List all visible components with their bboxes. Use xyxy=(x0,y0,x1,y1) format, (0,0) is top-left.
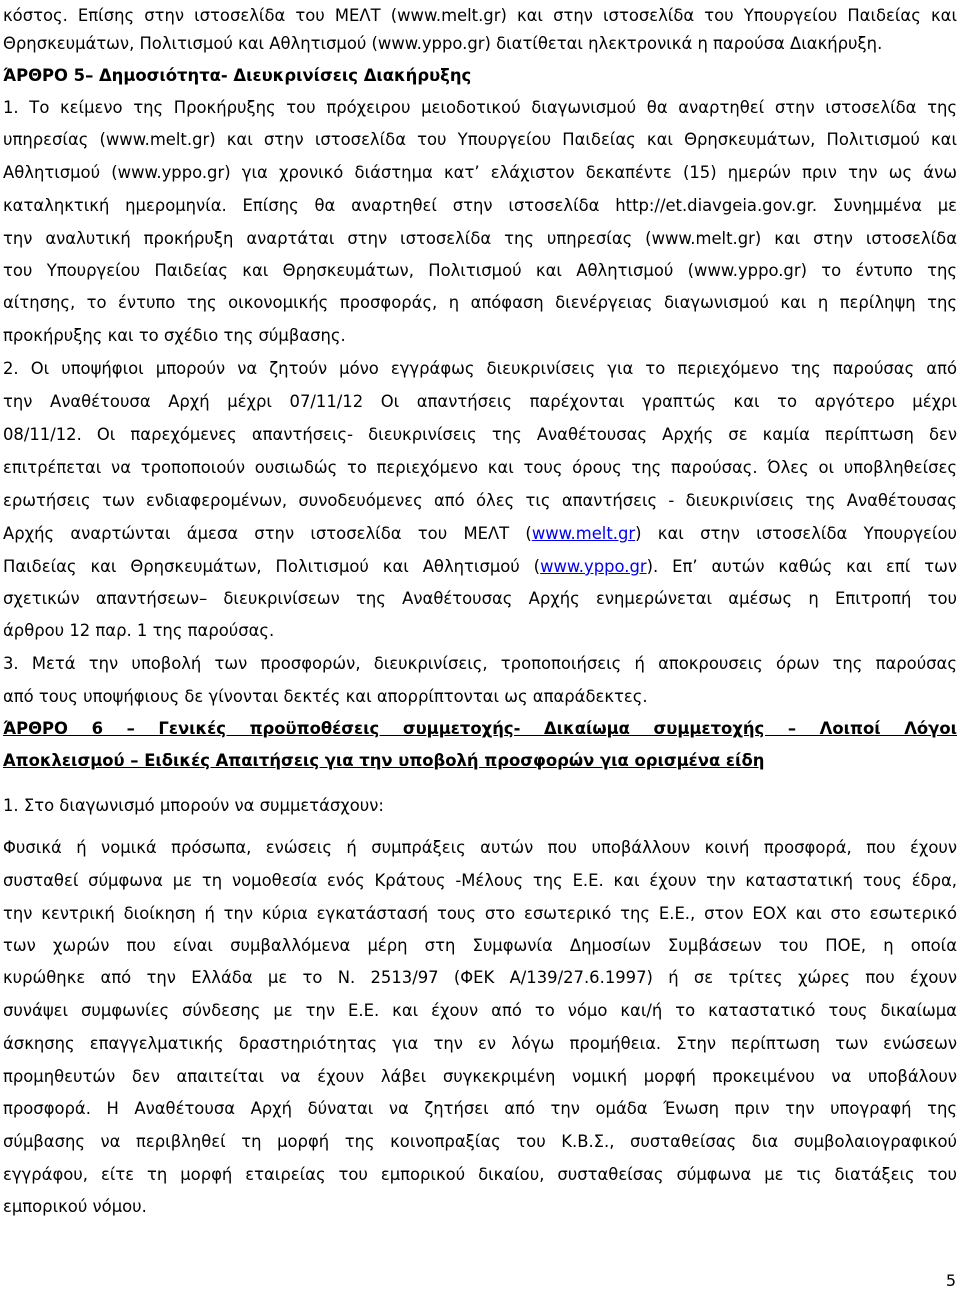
text-line: κόστος. Επίσης στην ιστοσελίδα του ΜΕΛΤ (www.melt.gr) και στην ιστοσελίδα του Υπουργείου Παιδείας και xyxy=(3,6,957,25)
text-line: αίτησης, το έντυπο της οικονομικής προσφοράς, η απόφαση διενέργειας διαγωνισμού και η περίληψη της xyxy=(3,293,957,312)
text-line: κυρώθηκε από την Ελλάδα με το Ν. 2513/97 (ΦΕΚ Α/139/27.6.1997) ή σε τρίτες χώρες που έχουν xyxy=(3,968,957,987)
section-heading-article-6: ΆΡΘΡΟ 6 – Γενικές προϋποθέσεις συμμετοχής- Δικαίωμα συμμετοχής – Λοιποί Λόγοι xyxy=(3,719,957,738)
text-line: 08/11/12. Οι παρεχόμενες απαντήσεις- διευκρινίσεις της Αναθέτουσας Αρχής σε καμία περίπτωση δεν xyxy=(3,425,957,444)
text-line: Θρησκευμάτων, Πολιτισμού και Αθλητισμού (www.yppo.gr) διατίθεται ηλεκτρονικά η παρούσα Διακήρυξη. xyxy=(3,34,883,53)
text-line: επιτρέπεται να τροποποιούν ουσιωδώς το περιεχόμενο και τους όρους της παρούσας. Όλες οι υποβληθείσες xyxy=(3,458,957,477)
text-line: την Αναθέτουσα Αρχή μέχρι 07/11/12 Οι απαντήσεις παρέχονται γραπτώς και το αργότερο μέχρι xyxy=(3,392,957,411)
section-heading-article-5: ΆΡΘΡΟ 5– Δημοσιότητα- Διευκρινίσεις Διακήρυξης xyxy=(3,66,472,85)
text-line: εγγράφου, είτε τη μορφή εταιρείας του εμπορικού δικαίου, συσταθείσας σύμφωνα με τις διατάξεις του xyxy=(3,1165,957,1184)
text-line: από τους υποψήφιους δε γίνονται δεκτές και απορρίπτονται ως απαράδεκτες. xyxy=(3,687,648,706)
text-line: Φυσικά ή νομικά πρόσωπα, ενώσεις ή συμπράξεις αυτών που υποβάλλουν κοινή προσφορά, που έχουν xyxy=(3,838,957,857)
text-line: του Υπουργείου Παιδείας και Θρησκευμάτων, Πολιτισμού και Αθλητισμού (www.yppo.gr) το έντυπο της xyxy=(3,261,957,280)
text-line: σχετικών απαντήσεων– διευκρινίσεων της Αναθέτουσας Αρχής ενημερώνεται αμέσως η Επιτροπή του xyxy=(3,589,957,608)
text-line: 1. Το κείμενο της Προκήρυξης του πρόχειρου μειοδοτικού διαγωνισμού θα αναρτηθεί στην ιστοσελίδα της xyxy=(3,98,957,117)
text-line: προκήρυξης και το σχέδιο της σύμβασης. xyxy=(3,326,346,345)
text-line: ερωτήσεις των ενδιαφερομένων, συνοδευόμενες από όλες τις απαντήσεις - διευκρινίσεις της Αναθέτουσας xyxy=(3,491,957,510)
text-line: προμηθευτών δεν απαιτείται να έχουν λάβει συγκεκριμένη νομική μορφή προκειμένου να υποβάλουν xyxy=(3,1067,957,1086)
text-line: συνάψει συμφωνίες σύνδεσης με την Ε.Ε. και έχουν από το νόμο και/ή το καταστατικό τους δικαίωμα xyxy=(3,1001,957,1020)
text-line: άρθρου 12 παρ. 1 της παρούσας. xyxy=(3,621,275,640)
text-line: την κεντρική διοίκηση ή την κύρια εγκατάστασή τους στο εσωτερικό της Ε.Ε., στον ΕΟΧ και στο εσωτερικό xyxy=(3,904,957,923)
text-line: Παιδείας και Θρησκευμάτων, Πολιτισμού και Αθλητισμού (www.yppo.gr). Επ’ αυτών καθώς και επί των xyxy=(3,557,957,576)
text-line: υπηρεσίας (www.melt.gr) και στην ιστοσελίδα του Υπουργείου Παιδείας και Θρησκευμάτων, Πολιτισμού και xyxy=(3,130,957,149)
website-link[interactable]: www.melt.gr xyxy=(531,524,636,543)
text-line: 2. Οι υποψήφιοι μπορούν να ζητούν μόνο εγγράφως διευκρινίσεις για το περιεχόμενο της παρούσας από xyxy=(3,359,957,378)
page-number: 5 xyxy=(945,1271,956,1290)
text-line: 3. Μετά την υποβολή των προσφορών, διευκρινίσεις, τροποποιήσεις ή αποκρουσεις όρων της παρούσας xyxy=(3,654,957,673)
text-line: σύμβασης να περιβληθεί τη μορφή της κοινοπραξίας του Κ.Β.Σ., συσταθείσας δια συμβολαιογραφικού xyxy=(3,1132,957,1151)
text-line: συσταθεί σύμφωνα με τη νομοθεσία ενός Κράτους -Μέλους της Ε.Ε. και έχουν την καταστατική τους έδρα, xyxy=(3,871,957,890)
text-line: εμπορικού νόμου. xyxy=(3,1197,147,1216)
text-line: Αρχής αναρτώνται άμεσα στην ιστοσελίδα του ΜΕΛΤ (www.melt.gr) και στην ιστοσελίδα Υπουργείου xyxy=(3,524,957,543)
section-heading-article-6-cont: Αποκλεισμού – Ειδικές Απαιτήσεις για την υποβολή προσφορών για ορισμένα είδη xyxy=(3,751,765,770)
text-line: 1. Στο διαγωνισμό μπορούν να συμμετάσχουν: xyxy=(3,796,384,815)
text-line: άσκησης επαγγελματικής δραστηριότητας για την εν λόγω προμήθεια. Στην περίπτωση των ενώσεων xyxy=(3,1034,957,1053)
text-line: προσφορά. Η Αναθέτουσα Αρχή δύναται να ζητήσει από την ομάδα Ένωση πριν την υπογραφή της xyxy=(3,1099,957,1118)
text-line: την αναλυτική προκήρυξη αναρτάται στην ιστοσελίδα της υπηρεσίας (www.melt.gr) και στην ιστοσελίδα xyxy=(3,229,957,248)
text-line: Αθλητισμού (www.yppo.gr) για χρονικό διάστημα κατ’ ελάχιστον δεκαπέντε (15) ημερών πριν την ως άνω xyxy=(3,163,957,182)
text-line: καταληκτική ημερομηνία. Επίσης θα αναρτηθεί στην ιστοσελίδα http://et.diavgeia.gov.gr. Συνημμένα με xyxy=(3,196,957,215)
text-line: των χωρών που είναι συμβαλλόμενα μέρη στη Συμφωνία Δημοσίων Συμβάσεων του ΠΟΕ, η οποία xyxy=(3,936,957,955)
website-link[interactable]: www.yppo.gr xyxy=(540,557,647,576)
